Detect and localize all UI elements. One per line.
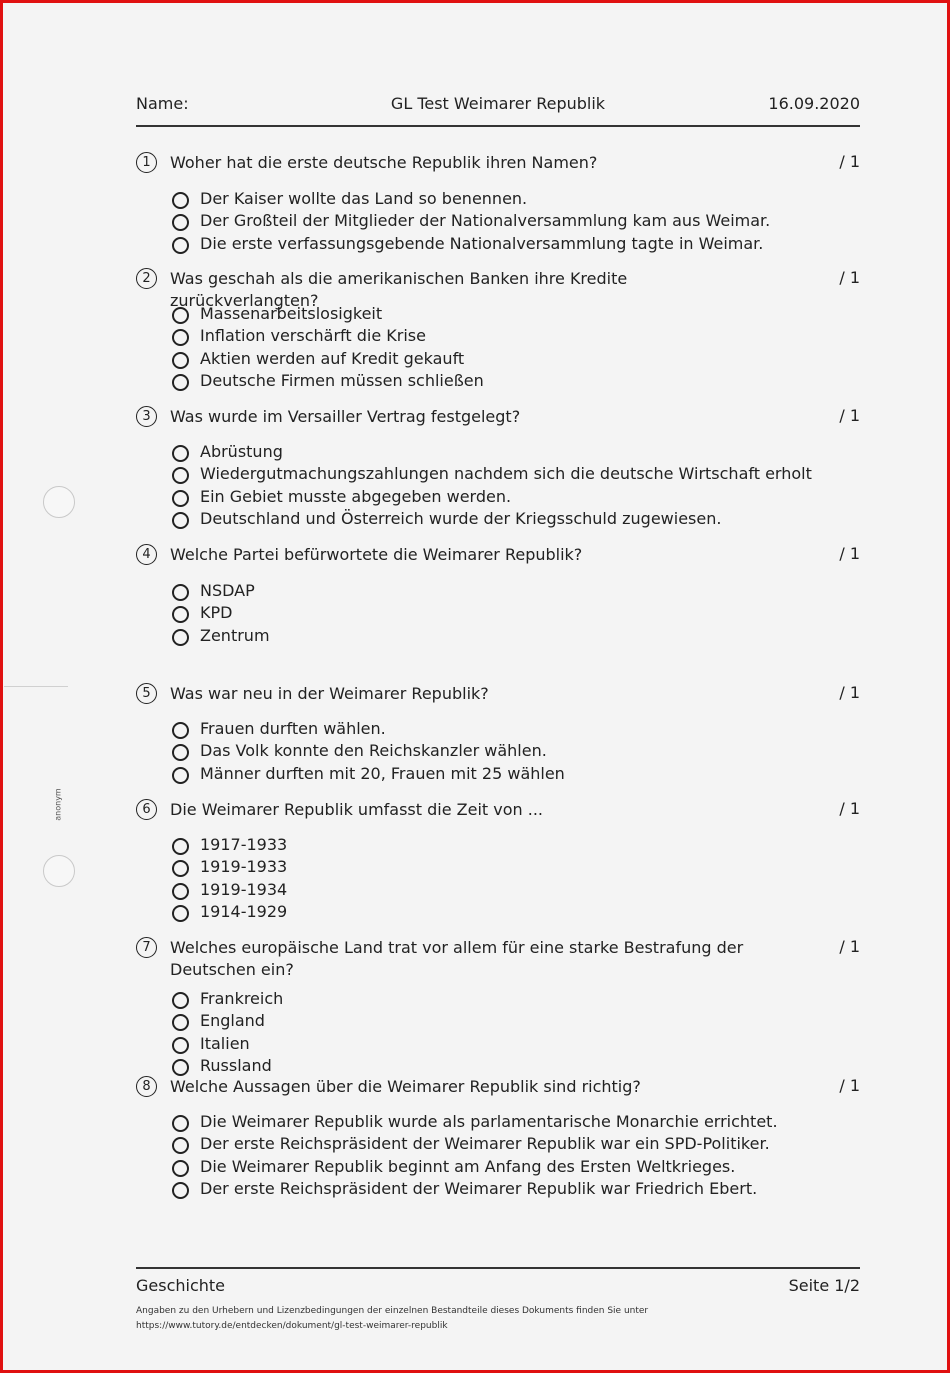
footer-credits bbox=[136, 1304, 648, 1334]
radio-circle-icon[interactable] bbox=[172, 374, 189, 391]
question-7 bbox=[136, 937, 860, 1075]
answer-option-label: Der Kaiser wollte das Land so benennen. bbox=[200, 189, 528, 208]
answer-option-label: Russland bbox=[200, 1055, 272, 1075]
question-8 bbox=[136, 1076, 860, 1198]
answer-option-label: Der Großteil der Mitglieder der Nationalversammlung kam aus Weimar. bbox=[200, 211, 771, 231]
footer-subject: Geschichte bbox=[136, 1276, 226, 1295]
question-text: Die Weimarer Republik umfasst die Zeit von ... bbox=[170, 800, 544, 819]
fold-mark bbox=[4, 686, 68, 687]
question-number: 6 bbox=[136, 799, 157, 820]
answer-option-label: Italien bbox=[200, 1033, 250, 1053]
question-text: Woher hat die erste deutsche Republik ihren Namen? bbox=[170, 153, 598, 172]
answer-option-label: Deutsche Firmen müssen schließen bbox=[200, 370, 484, 390]
answer-option-label: Ein Gebiet musste abgegeben werden. bbox=[200, 486, 512, 506]
anon-label: anonym bbox=[53, 788, 63, 821]
question-1 bbox=[136, 152, 860, 253]
answer-option-label: Die erste verfassungsgebende Nationalversammlung tagte in Weimar. bbox=[200, 233, 764, 253]
question-header bbox=[136, 406, 860, 430]
question-number: 7 bbox=[136, 937, 157, 958]
question-5 bbox=[136, 683, 860, 783]
question-points: / 1 bbox=[839, 1076, 860, 1095]
answer-option-label: England bbox=[200, 1011, 265, 1031]
question-header bbox=[136, 1076, 860, 1100]
question-points: / 1 bbox=[839, 544, 860, 563]
worksheet-date: 16.09.2020 bbox=[768, 94, 860, 113]
answer-option-label: 1917-1933 bbox=[200, 835, 288, 854]
radio-circle-icon[interactable] bbox=[172, 1059, 189, 1076]
answer-option-label: Frauen durften wählen. bbox=[200, 719, 386, 738]
answer-option-label: Deutschland und Österreich wurde der Kriegsschuld zugewiesen. bbox=[200, 508, 722, 528]
radio-circle-icon[interactable] bbox=[172, 722, 189, 739]
radio-circle-icon[interactable] bbox=[172, 1182, 189, 1199]
worksheet-title: GL Test Weimarer Republik bbox=[390, 94, 606, 113]
answer-option-label: Zentrum bbox=[200, 625, 270, 645]
radio-circle-icon[interactable] bbox=[172, 237, 189, 254]
answer-option-label: Abrüstung bbox=[200, 442, 283, 461]
question-points: / 1 bbox=[839, 683, 860, 702]
radio-circle-icon[interactable] bbox=[172, 992, 189, 1009]
radio-circle-icon[interactable] bbox=[172, 445, 189, 462]
answer-option-label: NSDAP bbox=[200, 581, 255, 600]
name-label: Name: bbox=[136, 94, 189, 113]
question-text: Welche Partei befürwortete die Weimarer Republik? bbox=[170, 545, 583, 564]
radio-circle-icon[interactable] bbox=[172, 883, 189, 900]
question-text: Was war neu in der Weimarer Republik? bbox=[170, 684, 489, 703]
question-6 bbox=[136, 799, 860, 921]
question-header bbox=[136, 937, 860, 979]
radio-circle-icon[interactable] bbox=[172, 629, 189, 646]
question-2 bbox=[136, 268, 860, 390]
answer-option-label: Inflation verschärft die Krise bbox=[200, 326, 426, 346]
question-number: 8 bbox=[136, 1076, 157, 1097]
question-number: 3 bbox=[136, 406, 157, 427]
answer-option-label: Massenarbeitslosigkeit bbox=[200, 304, 383, 323]
question-3 bbox=[136, 406, 860, 528]
radio-circle-icon[interactable] bbox=[172, 512, 189, 529]
radio-circle-icon[interactable] bbox=[172, 905, 189, 922]
credits-url: https://www.tutory.de/entdecken/dokument/gl-test-weimarer-republik bbox=[136, 1321, 448, 1331]
question-text: Was geschah als die amerikanischen Banken ihre Kredite zurückverlangten? bbox=[170, 269, 628, 310]
footer-divider bbox=[136, 1267, 860, 1269]
question-text: Was wurde im Versailler Vertrag festgelegt? bbox=[170, 407, 521, 426]
question-points: / 1 bbox=[839, 406, 860, 425]
question-header bbox=[136, 544, 860, 568]
answer-option-label: Männer durften mit 20, Frauen mit 25 wählen bbox=[200, 763, 565, 783]
question-points: / 1 bbox=[839, 268, 860, 287]
answer-option-label: 1919-1934 bbox=[200, 879, 288, 899]
punch-hole-bottom bbox=[43, 855, 75, 887]
answer-option-label: Aktien werden auf Kredit gekauft bbox=[200, 348, 465, 368]
answer-option-label: Der erste Reichspräsident der Weimarer Republik war Friedrich Ebert. bbox=[200, 1178, 758, 1198]
question-4 bbox=[136, 544, 860, 645]
question-header bbox=[136, 152, 860, 176]
question-number: 2 bbox=[136, 268, 157, 289]
header-divider bbox=[136, 125, 860, 127]
punch-hole-top bbox=[43, 486, 75, 518]
radio-circle-icon[interactable] bbox=[172, 490, 189, 507]
question-header bbox=[136, 683, 860, 707]
radio-circle-icon[interactable] bbox=[172, 352, 189, 369]
answer-option-label: Wiedergutmachungszahlungen nachdem sich die deutsche Wirtschaft erholt bbox=[200, 464, 812, 484]
question-points: / 1 bbox=[839, 799, 860, 818]
question-number: 5 bbox=[136, 683, 157, 704]
answer-option-label: Das Volk konnte den Reichskanzler wählen. bbox=[200, 741, 547, 761]
question-header bbox=[136, 799, 860, 823]
credits-line: Angaben zu den Urhebern und Lizenzbedingungen der einzelnen Bestandteile dieses Dokuments finden Sie unter bbox=[136, 1306, 649, 1316]
footer-page-number: Seite 1/2 bbox=[788, 1276, 860, 1295]
radio-circle-icon[interactable] bbox=[172, 1115, 189, 1132]
radio-circle-icon[interactable] bbox=[172, 307, 189, 324]
radio-circle-icon[interactable] bbox=[172, 584, 189, 601]
answer-option-label: 1914-1929 bbox=[200, 901, 288, 921]
answer-option-label: 1919-1933 bbox=[200, 857, 288, 877]
radio-circle-icon[interactable] bbox=[172, 192, 189, 209]
question-number: 1 bbox=[136, 152, 157, 173]
answer-option-label: KPD bbox=[200, 603, 233, 623]
radio-circle-icon[interactable] bbox=[172, 767, 189, 784]
answer-option-label: Der erste Reichspräsident der Weimarer Republik war ein SPD-Politiker. bbox=[200, 1134, 770, 1154]
answer-option-label: Frankreich bbox=[200, 989, 284, 1008]
radio-circle-icon[interactable] bbox=[172, 1037, 189, 1054]
question-points: / 1 bbox=[839, 937, 860, 956]
question-points: / 1 bbox=[839, 152, 860, 171]
question-text: Welches europäische Land trat vor allem für eine starke Bestrafung der Deutschen ein? bbox=[170, 938, 744, 979]
radio-circle-icon[interactable] bbox=[172, 838, 189, 855]
worksheet-header bbox=[136, 92, 860, 118]
radio-circle-icon[interactable] bbox=[172, 1160, 189, 1177]
question-text: Welche Aussagen über die Weimarer Republik sind richtig? bbox=[170, 1077, 641, 1096]
question-number: 4 bbox=[136, 544, 157, 565]
answer-option-label: Die Weimarer Republik wurde als parlamentarische Monarchie errichtet. bbox=[200, 1112, 778, 1131]
question-header bbox=[136, 268, 860, 310]
answer-option-label: Die Weimarer Republik beginnt am Anfang des Ersten Weltkrieges. bbox=[200, 1156, 736, 1176]
